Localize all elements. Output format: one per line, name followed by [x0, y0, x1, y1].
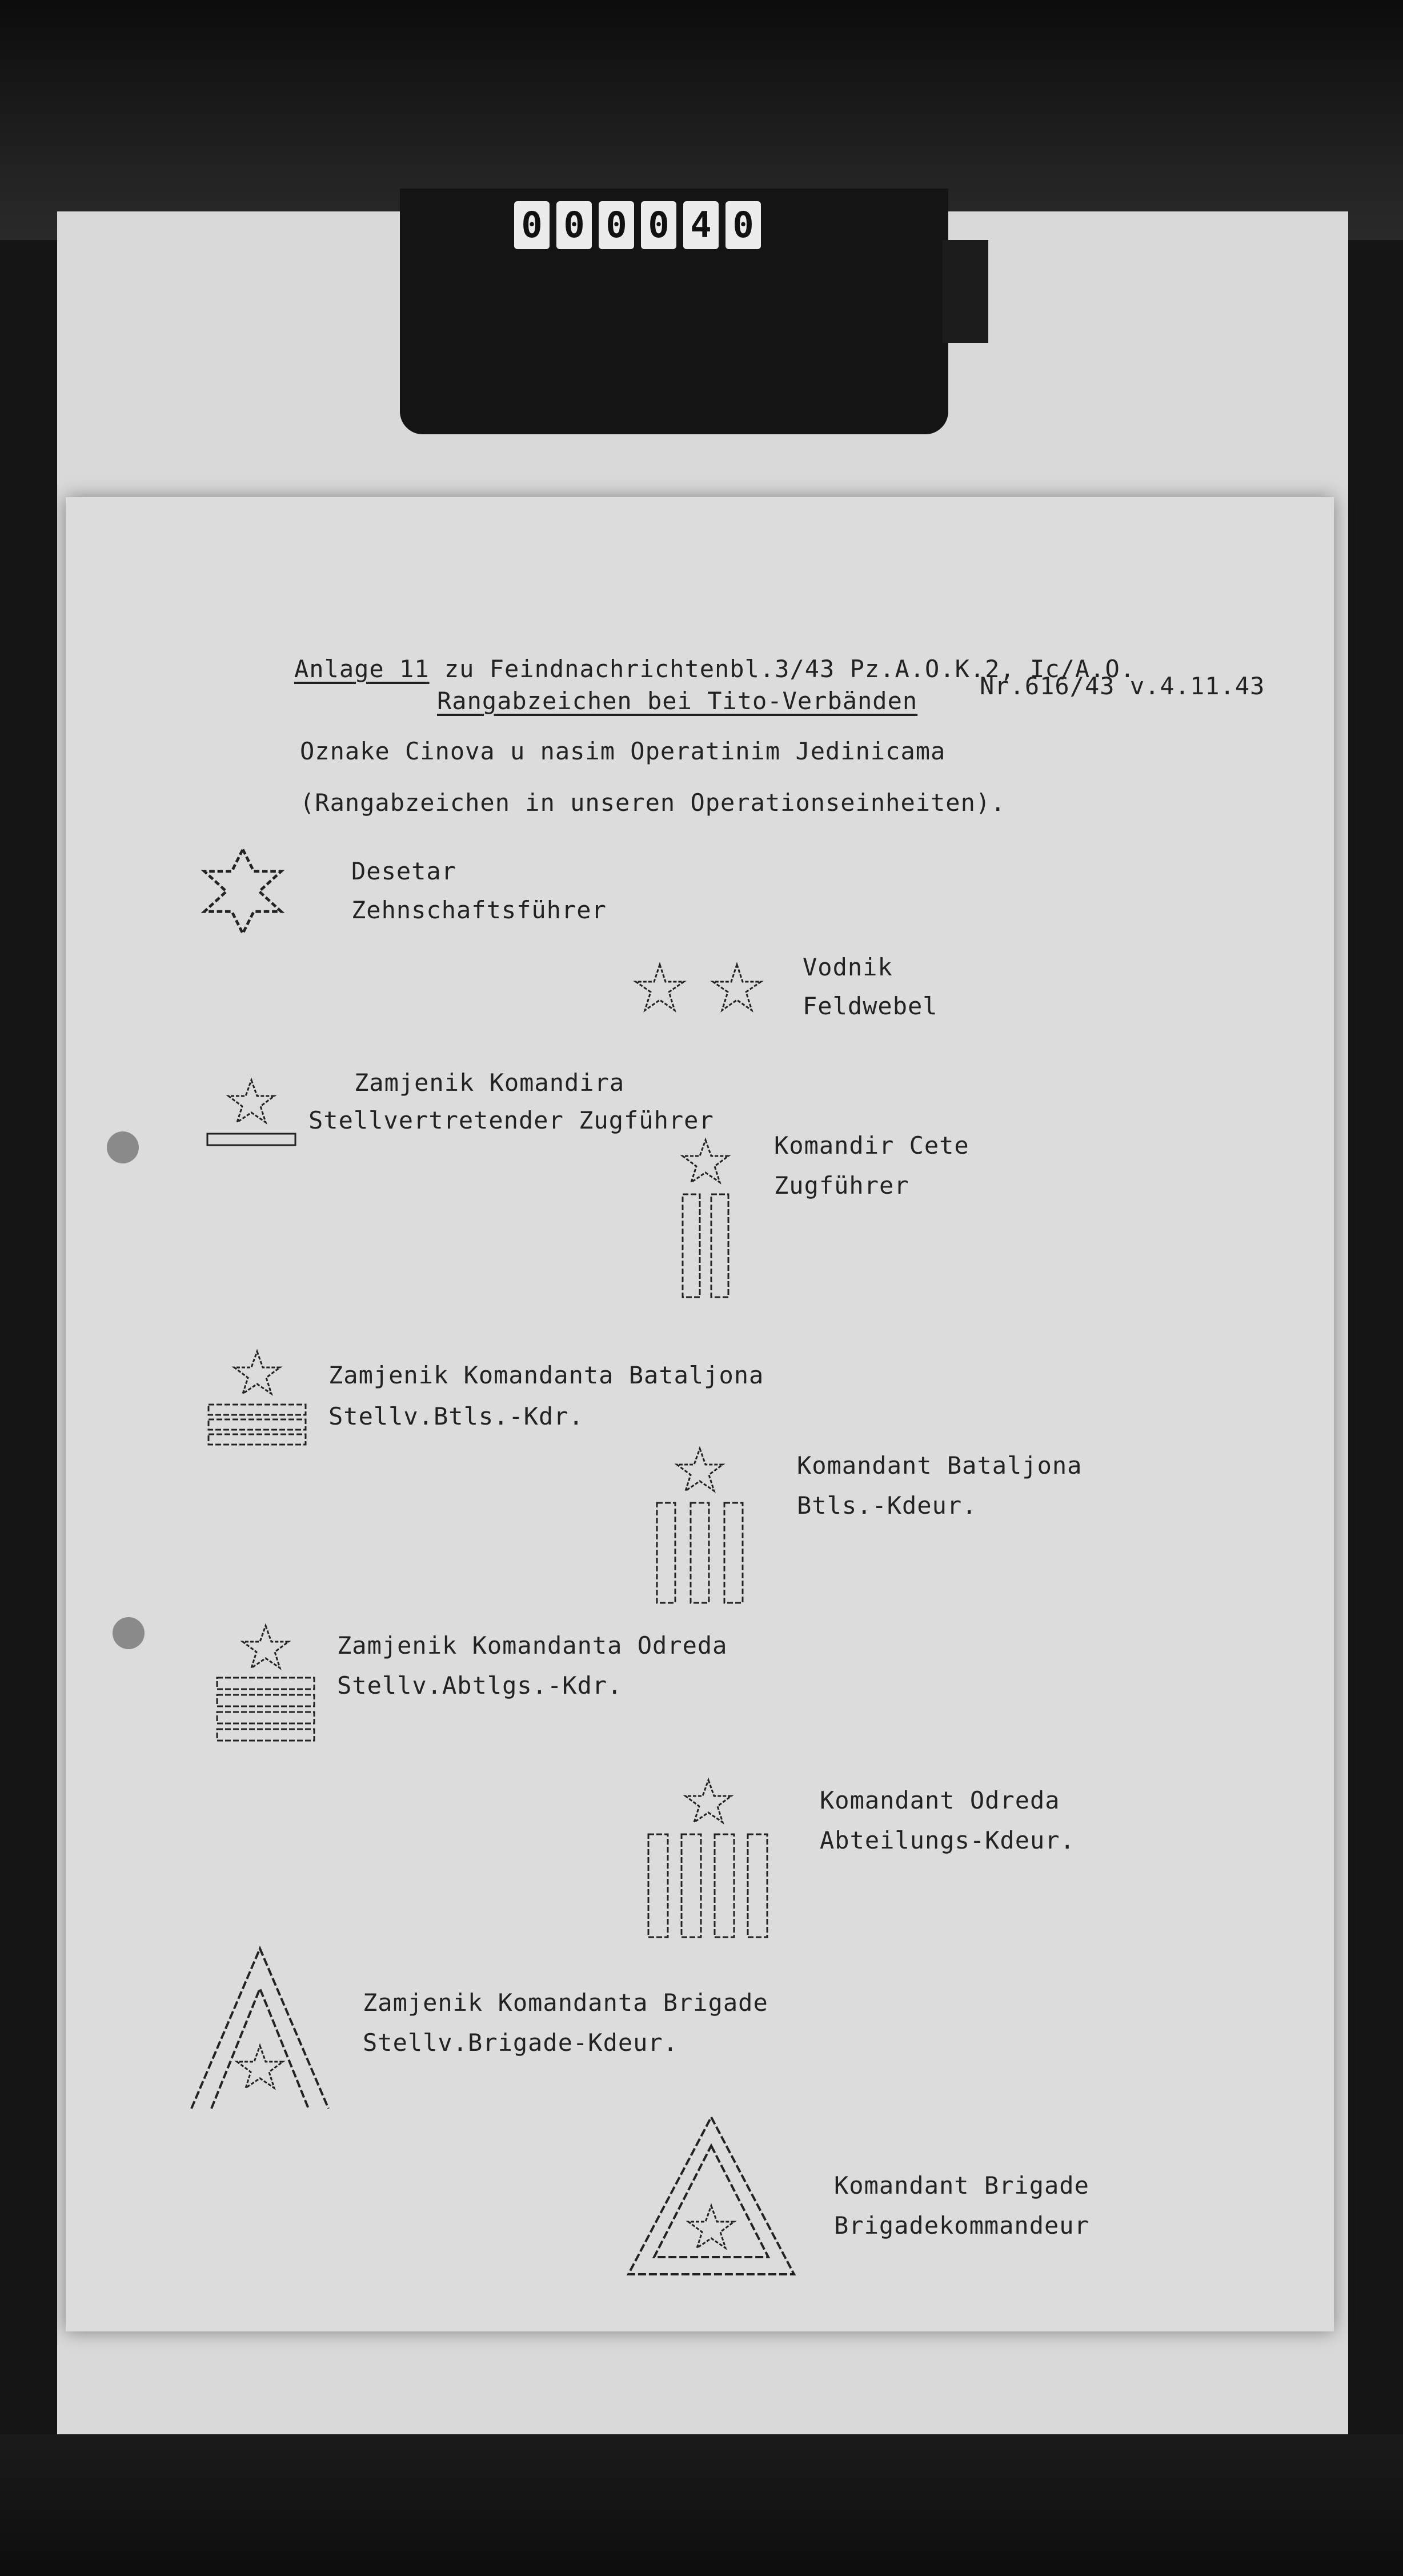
rank-name: Zamjenik Komandanta Bataljona	[328, 1361, 764, 1389]
insignia-zamjenik-brigade	[186, 1943, 357, 2114]
star-icon	[234, 1351, 280, 1394]
anlage-label: Anlage 11	[294, 655, 430, 683]
rank-name: Desetar	[351, 857, 457, 885]
counter-digit: 0	[556, 201, 592, 249]
insignia-komandir-cete	[671, 1137, 740, 1309]
star-icon	[229, 1080, 274, 1122]
counter-digit: 0	[514, 201, 550, 249]
counter-digit: 0	[725, 201, 761, 249]
header-reference: zu Feindnachrichtenbl.3/43 Pz.A.O.K.2, Ic/A.O.	[444, 655, 1136, 683]
star-icon	[677, 1449, 723, 1491]
insignia-zamjenik-odreda	[209, 1623, 323, 1760]
insignia-desetar	[197, 846, 288, 937]
insignia-zamjenik-komandira	[203, 1074, 300, 1154]
rank-german: Zugführer	[774, 1171, 909, 1199]
insignia-vodnik	[631, 960, 774, 1017]
star-icon	[683, 1140, 728, 1182]
rank-name: Vodnik	[803, 953, 893, 981]
counter-digit: 4	[683, 201, 719, 249]
rank-german: Feldwebel	[803, 992, 938, 1020]
insignia-komandant-brigade	[623, 2114, 800, 2280]
star-icon	[713, 965, 761, 1010]
document-title: Rangabzeichen bei Tito-Verbänden	[437, 687, 918, 715]
rank-german: Stellv.Btls.-Kdr.	[328, 1402, 584, 1430]
rank-name: Zamjenik Komandanta Odreda	[337, 1631, 728, 1659]
rank-german: Stellv.Abtlgs.-Kdr.	[337, 1671, 623, 1699]
film-border-bottom	[0, 2434, 1403, 2576]
binder-clip-tab	[943, 240, 988, 343]
frame-counter	[514, 201, 761, 249]
star-icon	[243, 1626, 288, 1668]
star-icon	[686, 1780, 731, 1822]
rank-name: Komandant Odreda	[820, 1786, 1060, 1814]
insignia-zamjenik-bataljona	[203, 1349, 311, 1451]
rank-name: Komandant Brigade	[834, 2171, 1089, 2199]
counter-digit: 0	[599, 201, 634, 249]
rank-name: Komandir Cete	[774, 1131, 969, 1159]
rank-name: Zamjenik Komandira	[354, 1069, 625, 1097]
header-line-2: Nr.616/43 v.4.11.43	[980, 672, 1265, 700]
rank-german: Abteilungs-Kdeur.	[820, 1826, 1075, 1854]
punch-hole	[113, 1617, 145, 1649]
rank-german: Brigadekommandeur	[834, 2211, 1089, 2239]
punch-hole	[107, 1131, 139, 1163]
star-icon	[636, 965, 684, 1010]
rank-german: Stellvertretender Zugführer	[308, 1106, 714, 1134]
star-icon	[205, 849, 281, 933]
rank-name: Komandant Bataljona	[797, 1451, 1083, 1479]
insignia-komandant-bataljona	[643, 1446, 757, 1611]
subtitle-croatian: Oznake Cinova u nasim Operatinim Jedinicama	[300, 737, 946, 765]
rank-german: Zehnschaftsführer	[351, 896, 607, 924]
counter-digit: 0	[641, 201, 676, 249]
subtitle-german: (Rangabzeichen in unseren Operationseinheiten).	[300, 789, 1006, 817]
rank-name: Zamjenik Komandanta Brigade	[363, 1989, 768, 2017]
rank-german: Btls.-Kdeur.	[797, 1491, 977, 1519]
star-icon	[688, 2206, 734, 2248]
star-icon	[237, 2046, 283, 2088]
insignia-komandant-odreda	[637, 1777, 780, 1943]
document-page	[66, 497, 1334, 2331]
rank-german: Stellv.Brigade-Kdeur.	[363, 2029, 679, 2057]
